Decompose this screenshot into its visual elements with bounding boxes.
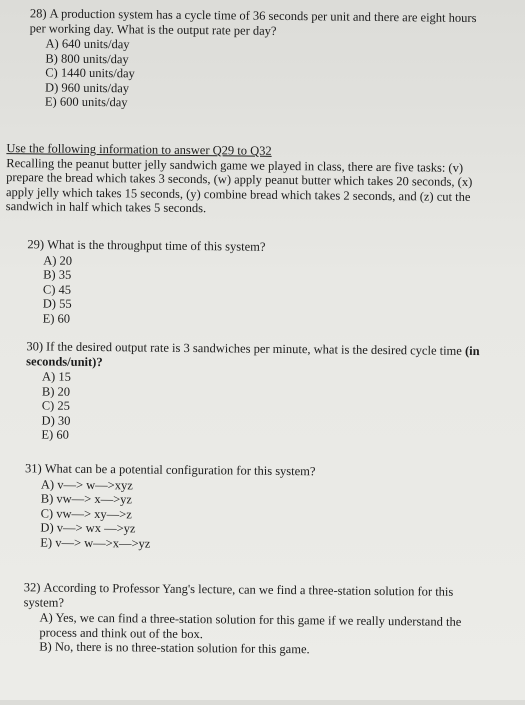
question-text: A production system has a cycle time of 36 seconds per unit and there are eight hours per working day. What is the output rate per day? <box>29 6 477 38</box>
option-e: E) 60 <box>41 427 69 442</box>
option-b: B) vw—> x—>yz <box>40 491 133 507</box>
question-text: What can be a potential configuration for this system? <box>44 461 316 479</box>
option-d: D) 30 <box>41 412 71 428</box>
question-stem <box>30 6 490 40</box>
question-text-bold: (in seconds/unit)? <box>26 343 480 369</box>
option-c: C) 25 <box>41 398 70 413</box>
question-text: If the desired output rate is 3 sandwiches per minute, what is the desired cycle time <box>45 339 462 358</box>
option-b: B) 35 <box>43 267 72 282</box>
options-list <box>43 253 478 330</box>
option-c: C) 1440 units/day <box>45 65 135 81</box>
options-list <box>40 477 485 554</box>
question-number: 28) <box>29 6 47 21</box>
options-list <box>39 610 493 658</box>
question-text: According to Professor Yang's lecture, can we find a three-station solution for this system? <box>23 580 454 610</box>
option-a: A) 20 <box>43 252 73 268</box>
question-number: 30) <box>26 339 44 354</box>
options-list <box>45 36 490 113</box>
option-a: A) 640 units/day <box>45 36 130 52</box>
option-d: D) 55 <box>42 296 72 311</box>
question-text: What is the throughput time of this system? <box>47 237 266 254</box>
option-b: B) No, there is no three-station solution for this game. <box>39 639 310 657</box>
option-e: E) v—> w—>x—>yz <box>40 534 151 551</box>
option-d: D) 960 units/day <box>45 79 130 95</box>
question-stem <box>26 339 496 373</box>
option-a: A) v—> w—>xyz <box>40 476 133 492</box>
option-e: E) 60 <box>42 310 71 326</box>
option-b: B) 20 <box>41 383 71 399</box>
question-31 <box>24 461 485 554</box>
question-28 <box>29 6 490 113</box>
option-c: C) vw—> xy—>z <box>40 505 132 521</box>
question-number: 32) <box>23 580 41 595</box>
question-29 <box>27 237 478 330</box>
option-d: D) v—> wx —>yz <box>40 520 136 536</box>
info-heading: Use the following information to answer Q29 to Q32 <box>6 141 272 158</box>
options-list <box>41 369 496 446</box>
shared-information <box>6 141 487 219</box>
question-number: 29) <box>27 237 45 252</box>
option-b: B) 800 units/day <box>45 50 129 66</box>
option-a: A) Yes, we can find a three-station solution for this game if we really understand the process and think out of the box. <box>39 610 462 641</box>
option-a: A) 15 <box>41 369 71 384</box>
option-c: C) 45 <box>42 281 72 297</box>
question-32 <box>23 580 494 658</box>
info-body: Recalling the peanut butter jelly sandwich game we played in class, there are five tasks: (v) prepare the bread which takes 3 seconds, (w) apply peanut butter which takes 20 seconds, (x) apply jelly which takes 15 seconds, (y) combine bread which takes 2 seconds, and (z) cut the sandwich in half which takes 5 seconds. <box>5 155 473 216</box>
option-e: E) 600 units/day <box>44 94 128 110</box>
question-number: 31) <box>25 461 42 476</box>
question-stem <box>24 580 494 614</box>
question-30 <box>25 339 496 446</box>
